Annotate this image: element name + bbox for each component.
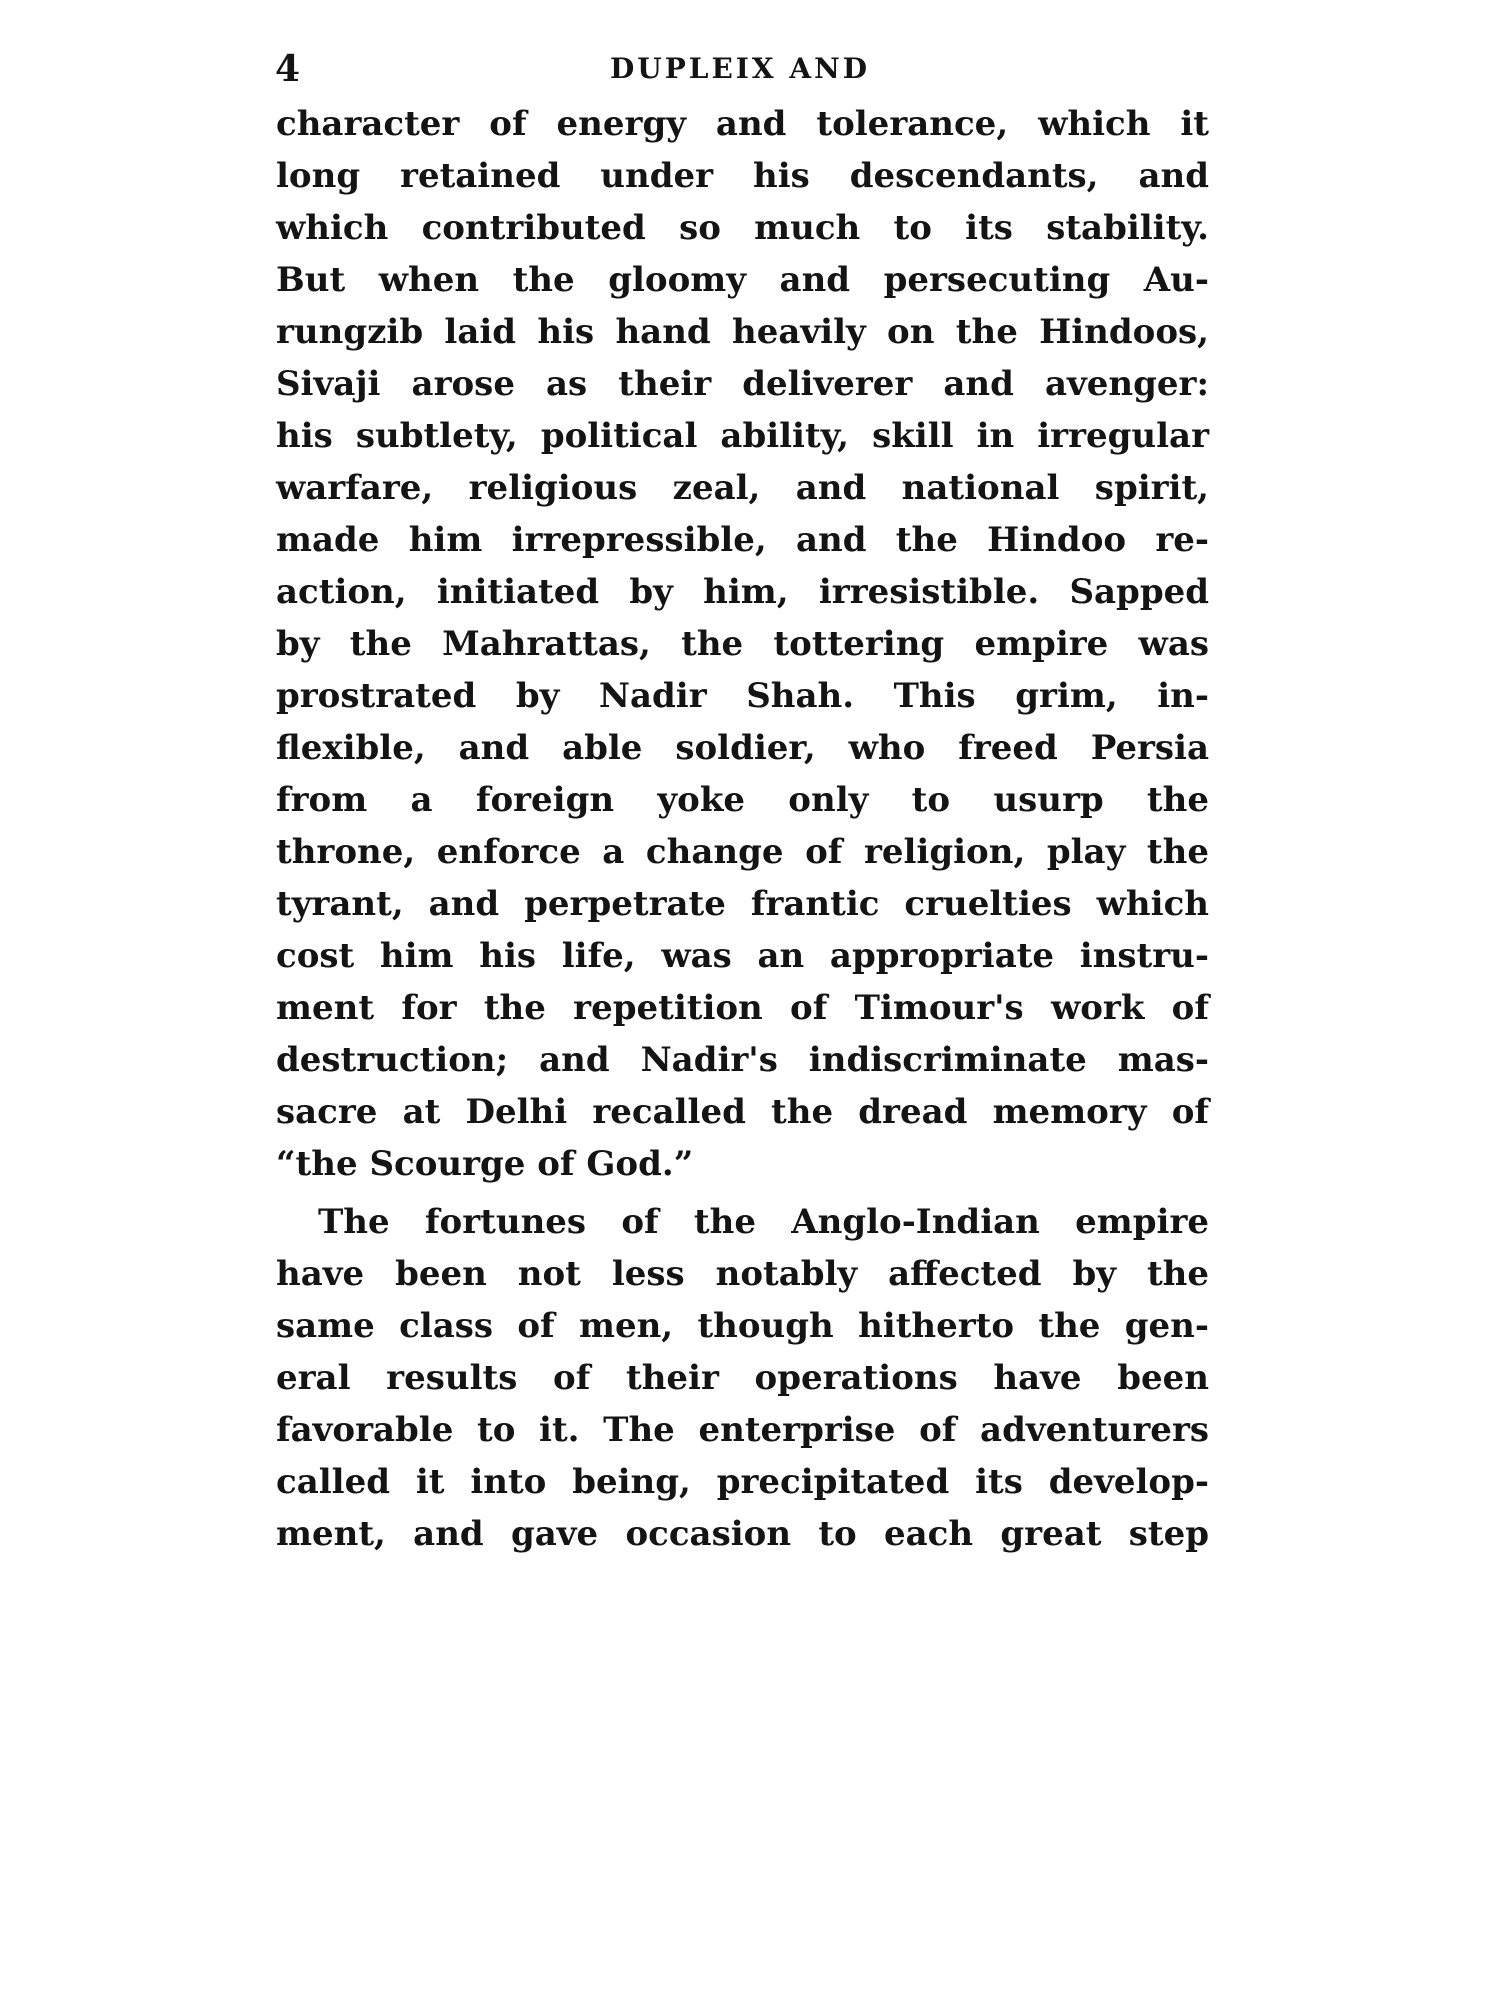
text-line: ment for the repetition of Timour's work of <box>276 988 1209 1028</box>
text-line: cost him his life, was an appropriate instru- <box>276 936 1209 976</box>
running-head: DUPLEIX AND <box>610 52 870 85</box>
text-line: prostrated by Nadir Shah. This grim, in- <box>276 676 1209 716</box>
text-line: But when the gloomy and persecuting Au- <box>276 260 1209 300</box>
text-line: long retained under his descendants, and <box>276 156 1209 196</box>
text-line: destruction; and Nadir's indiscriminate mas- <box>276 1040 1209 1080</box>
text-line: by the Mahrattas, the tottering empire was <box>276 624 1209 664</box>
text-line: flexible, and able soldier, who freed Persia <box>276 728 1209 768</box>
text-line: from a foreign yoke only to usurp the <box>276 780 1209 820</box>
text-line: called it into being, precipitated its develop- <box>276 1462 1209 1502</box>
text-line: same class of men, though hitherto the gen- <box>276 1306 1209 1346</box>
text-line: throne, enforce a change of religion, play the <box>276 832 1209 872</box>
text-line: which contributed so much to its stability. <box>276 208 1209 248</box>
text-line: made him irrepressible, and the Hindoo re- <box>276 520 1209 560</box>
text-line: have been not less notably affected by the <box>276 1254 1209 1294</box>
text-line: tyrant, and perpetrate frantic cruelties which <box>276 884 1209 924</box>
text-line: “the Scourge of God.” <box>276 1144 694 1184</box>
text-line: favorable to it. The enterprise of adventurers <box>276 1410 1209 1450</box>
page-header <box>270 44 1210 94</box>
text-line: action, initiated by him, irresistible. Sapped <box>276 572 1209 612</box>
text-line: The fortunes of the Anglo-Indian empire <box>318 1202 1209 1242</box>
text-line: sacre at Delhi recalled the dread memory of <box>276 1092 1209 1132</box>
text-line: Sivaji arose as their deliverer and avenger: <box>276 364 1209 404</box>
text-line: his subtlety, political ability, skill in irregular <box>276 416 1209 456</box>
text-line: character of energy and tolerance, which it <box>276 104 1209 144</box>
text-line: eral results of their operations have been <box>276 1358 1209 1398</box>
text-line: ment, and gave occasion to each great step <box>276 1514 1209 1554</box>
text-line: warfare, religious zeal, and national spirit, <box>276 468 1209 508</box>
page-number: 4 <box>275 48 301 90</box>
text-line: rungzib laid his hand heavily on the Hindoos, <box>276 312 1209 352</box>
